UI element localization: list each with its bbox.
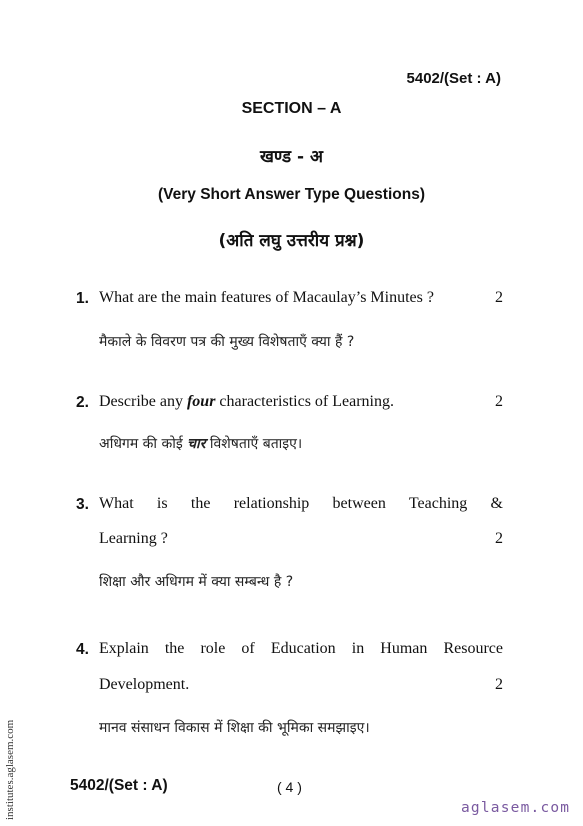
question-number: 4. <box>76 641 89 658</box>
question-text-part: Describe any <box>99 393 183 410</box>
question-marks: 2 <box>495 393 503 410</box>
paper-code-footer: 5402/(Set : A) <box>70 777 168 794</box>
question-text-line: What is the relationship between Teaching & <box>99 495 503 512</box>
question-number: 2. <box>76 394 89 411</box>
section-title-hindi: खण्ड - अ <box>260 147 323 167</box>
question-marks: 2 <box>495 676 503 693</box>
question-text-emphasis: four <box>186 393 216 410</box>
hindi-text-part: विशेषताएँ बताइए। <box>209 436 303 452</box>
hindi-text-part: अधिगम की कोई <box>99 436 183 452</box>
section-subtitle: (Very Short Answer Type Questions) <box>157 186 425 203</box>
question-text-hindi: मैकाले के विवरण पत्र की मुख्य विशेषताएँ क्या हैं ? <box>99 334 355 350</box>
question-text-hindi: मानव संसाधन विकास में शिक्षा की भूमिका समझाइए। <box>99 720 370 736</box>
question-number: 1. <box>76 290 89 307</box>
question-text-line: Explain the role of Education in Human Resource <box>99 640 503 657</box>
hindi-text-emphasis: चार <box>187 436 206 452</box>
question-text-line: Learning ? <box>99 530 168 547</box>
question-text <box>99 393 484 411</box>
page-number: ( 4 ) <box>277 779 302 795</box>
question-marks: 2 <box>495 530 503 547</box>
question-text: What are the main features of Macaulay’s Minutes ? <box>99 289 434 306</box>
section-subtitle-hindi: (अति लघु उत्तरीय प्रश्न) <box>218 231 365 251</box>
question-text-hindi <box>99 434 302 453</box>
question-text-line: Development. <box>99 676 190 693</box>
paper-code-header: 5402/(Set : A) <box>406 70 501 87</box>
question-marks: 2 <box>495 289 503 306</box>
question-text-hindi: शिक्षा और अधिगम में क्या सम्बन्ध है ? <box>99 574 294 590</box>
question-number: 3. <box>76 496 89 513</box>
watermark-text: aglasem.com <box>461 800 571 816</box>
section-title: SECTION – A <box>241 100 342 117</box>
side-watermark: institutes.aglasem.com <box>4 719 16 820</box>
question-text-part: characteristics of Learning. <box>219 393 394 410</box>
